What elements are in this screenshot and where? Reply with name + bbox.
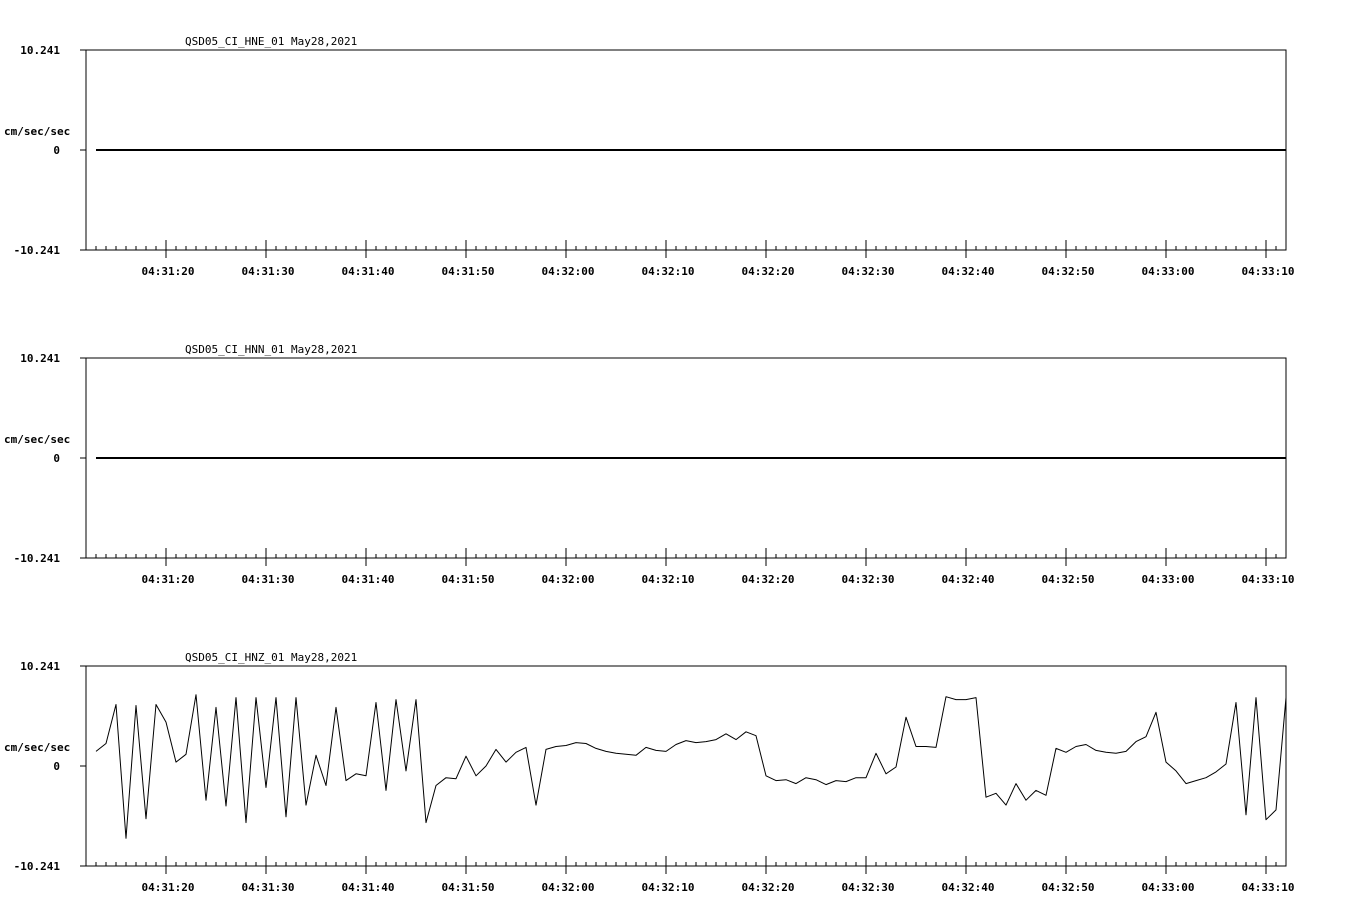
x-tick-label: 04:32:00 [541, 265, 595, 278]
x-tick-label: 04:31:40 [341, 573, 395, 586]
y-axis-label: cm/sec/sec [4, 433, 71, 446]
x-tick-label: 04:31:30 [241, 881, 295, 894]
x-tick-label: 04:32:30 [841, 573, 895, 586]
x-tick-label: 04:31:50 [441, 573, 495, 586]
x-tick-label: 04:33:00 [1141, 573, 1195, 586]
x-tick-label: 04:33:00 [1141, 881, 1195, 894]
x-tick-label: 04:32:30 [841, 881, 895, 894]
x-tick-label: 04:33:00 [1141, 265, 1195, 278]
chart-panel-2 [4, 343, 1294, 586]
x-tick-label: 04:32:50 [1041, 265, 1095, 278]
series-line [96, 695, 1286, 839]
x-tick-label: 04:32:50 [1041, 881, 1095, 894]
x-tick-label: 04:32:30 [841, 265, 895, 278]
x-tick-label: 04:32:10 [641, 881, 695, 894]
x-tick-label: 04:31:30 [241, 265, 295, 278]
x-tick-label: 04:32:50 [1041, 573, 1095, 586]
x-tick-label: 04:31:40 [341, 881, 395, 894]
x-tick-label: 04:32:00 [541, 573, 595, 586]
y-axis-label: cm/sec/sec [4, 125, 71, 138]
chart-title: QSD05_CI_HNE_01 May28,2021 [185, 35, 358, 48]
y-tick-label: 0 [53, 144, 60, 157]
x-tick-label: 04:32:10 [641, 573, 695, 586]
plot-frame [86, 666, 1286, 866]
x-tick-label: 04:31:20 [141, 881, 195, 894]
x-tick-label: 04:32:20 [741, 265, 795, 278]
y-tick-label: -10.241 [13, 860, 60, 873]
y-tick-label: 10.241 [20, 660, 60, 673]
x-tick-label: 04:33:10 [1241, 265, 1295, 278]
x-tick-label: 04:32:20 [741, 573, 795, 586]
y-tick-label: -10.241 [13, 552, 60, 565]
y-tick-label: 10.241 [20, 352, 60, 365]
x-tick-label: 04:31:50 [441, 881, 495, 894]
x-tick-label: 04:33:10 [1241, 881, 1295, 894]
y-tick-label: 10.241 [20, 44, 60, 57]
x-tick-label: 04:32:00 [541, 881, 595, 894]
chart-panel-1 [4, 35, 1294, 278]
chart-panel-3 [4, 651, 1294, 894]
y-tick-label: 0 [53, 760, 60, 773]
chart-title: QSD05_CI_HNZ_01 May28,2021 [185, 651, 358, 664]
x-tick-label: 04:32:40 [941, 265, 995, 278]
x-tick-label: 04:31:50 [441, 265, 495, 278]
x-tick-label: 04:31:40 [341, 265, 395, 278]
chart-title: QSD05_CI_HNN_01 May28,2021 [185, 343, 358, 356]
y-tick-label: 0 [53, 452, 60, 465]
y-tick-label: -10.241 [13, 244, 60, 257]
x-tick-label: 04:31:20 [141, 265, 195, 278]
y-axis-label: cm/sec/sec [4, 741, 71, 754]
x-tick-label: 04:32:40 [941, 573, 995, 586]
x-tick-label: 04:32:40 [941, 881, 995, 894]
x-tick-label: 04:33:10 [1241, 573, 1295, 586]
x-tick-label: 04:32:10 [641, 265, 695, 278]
x-tick-label: 04:32:20 [741, 881, 795, 894]
x-tick-label: 04:31:30 [241, 573, 295, 586]
x-tick-label: 04:31:20 [141, 573, 195, 586]
